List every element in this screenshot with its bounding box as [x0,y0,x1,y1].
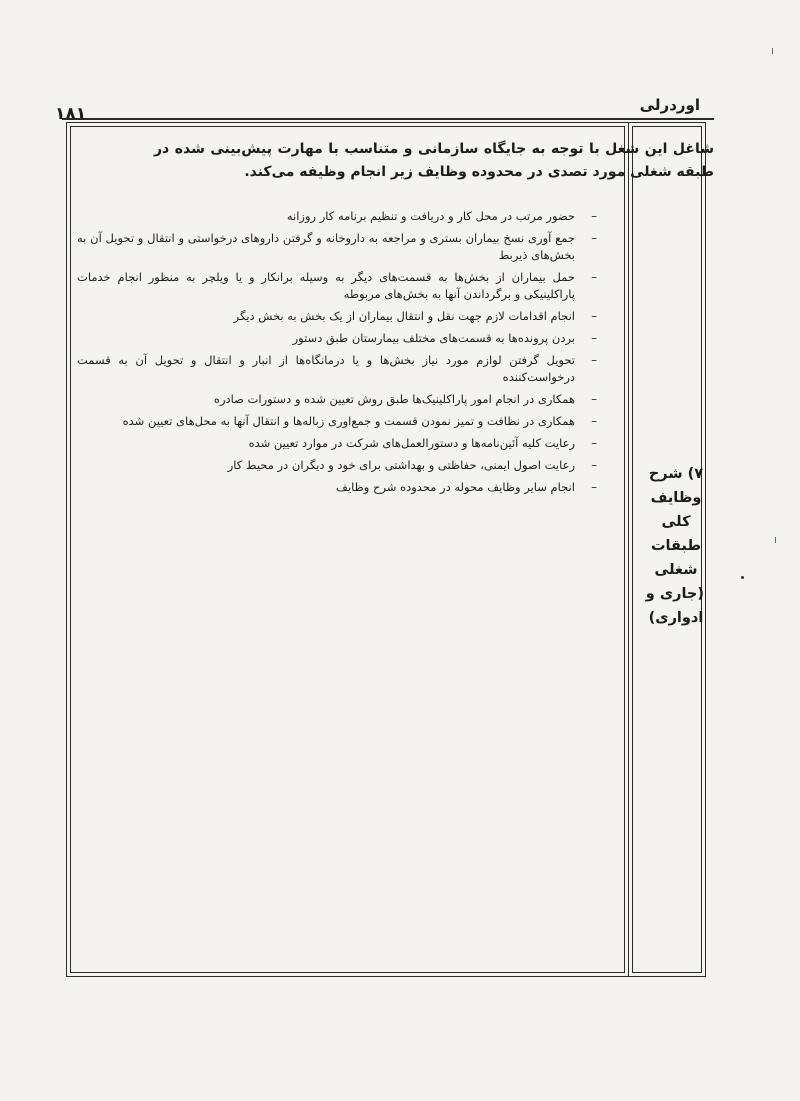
list-item [77,230,597,264]
duty-text: رعایت اصول ایمنی، حفاظتی و بهداشتی برای خود و دیگران در محیط کار [227,458,575,472]
list-item [77,330,597,347]
scan-mark [775,537,776,543]
duty-text: انجام سایر وظایف محوله در محدوده شرح وظایف [336,480,575,494]
bullet-dash: – [591,458,597,472]
section-label-line: وظایف [650,490,702,506]
list-item [77,435,597,452]
duties-list [77,208,597,501]
list-item [77,308,597,325]
list-item [77,479,597,496]
list-item [77,413,597,430]
list-item [77,352,597,386]
section-label-line: (جاری و [645,586,704,602]
scan-mark [772,48,773,54]
duty-text: انجام اقدامات لازم جهت نقل و انتقال بیماران از یک بخش به بخش دیگر [233,309,575,323]
bullet-dash: – [591,480,597,494]
list-item [77,391,597,408]
intro-paragraph: شاغل این شغل با توجه به جایگاه سازمانی و متناسب با مهارت پیش‌بینی شده در طبقه شغلی مورد تصدی در محدوده وظایف زیر انجام وظیفه می‌کند. [154,141,714,180]
bullet-dash: – [591,436,597,450]
duty-text: همکاری در انجام امور پاراکلینیک‌ها طبق روش تعیین شده و دستورات صادره [213,392,575,406]
duty-text: تحویل گرفتن لوازم مورد نیاز بخش‌ها و یا درمانگاه‌ها از انبار و انتقال و تحویل آن به قسمت درخواست‌کننده [77,353,575,384]
header-title: اوردرلی [639,96,700,114]
duty-text: بردن پرونده‌ها به قسمت‌های مختلف بیمارستان طبق دستور [292,331,575,345]
section-label [645,462,704,630]
header-rule [62,118,714,120]
page-number: ۱۸۱ [55,104,87,124]
duty-text: حضور مرتب در محل کار و دریافت و تنظیم برنامه کار روزانه [286,209,575,223]
bullet-dash: – [591,270,597,284]
list-item [77,269,597,303]
bullet-dash: – [591,392,597,406]
scan-dot [741,576,744,579]
bullet-dash: – [591,353,597,367]
duty-text: رعایت کلیه آئین‌نامه‌ها و دستورالعمل‌های شرکت در موارد تعیین شده [248,436,575,450]
duty-text: جمع آوری نسخ بیماران بستری و مراجعه به داروخانه و گرفتن داروهای درخواستی و انتقال و تحویل آن به بخش‌های ذیربط [77,231,575,262]
bullet-dash: – [591,309,597,323]
bullet-dash: – [591,331,597,345]
bullet-dash: – [591,231,597,245]
bullet-dash: – [591,414,597,428]
section-label-line: شغلی [654,562,698,578]
section-label-line: طبقات [650,538,702,554]
section-label-line: ۷) شرح [648,466,704,482]
list-item [77,457,597,474]
duty-text: حمل بیماران از بخش‌ها به قسمت‌های دیگر به وسیله برانکار و یا ویلچر به منظور انجام خدمات پاراکلینیکی و برگرداندن آنها به بخش‌های مربوطه [77,270,575,301]
section-label-line: کلی [661,514,691,530]
bullet-dash: – [591,209,597,223]
section-label-line: ادواری) [648,610,704,626]
list-item [77,208,597,225]
duty-text: همکاری در نظافت و تمیز نمودن قسمت و جمع‌اوری زباله‌ها و انتقال آنها به محل‌های تعیین شده [122,414,575,428]
